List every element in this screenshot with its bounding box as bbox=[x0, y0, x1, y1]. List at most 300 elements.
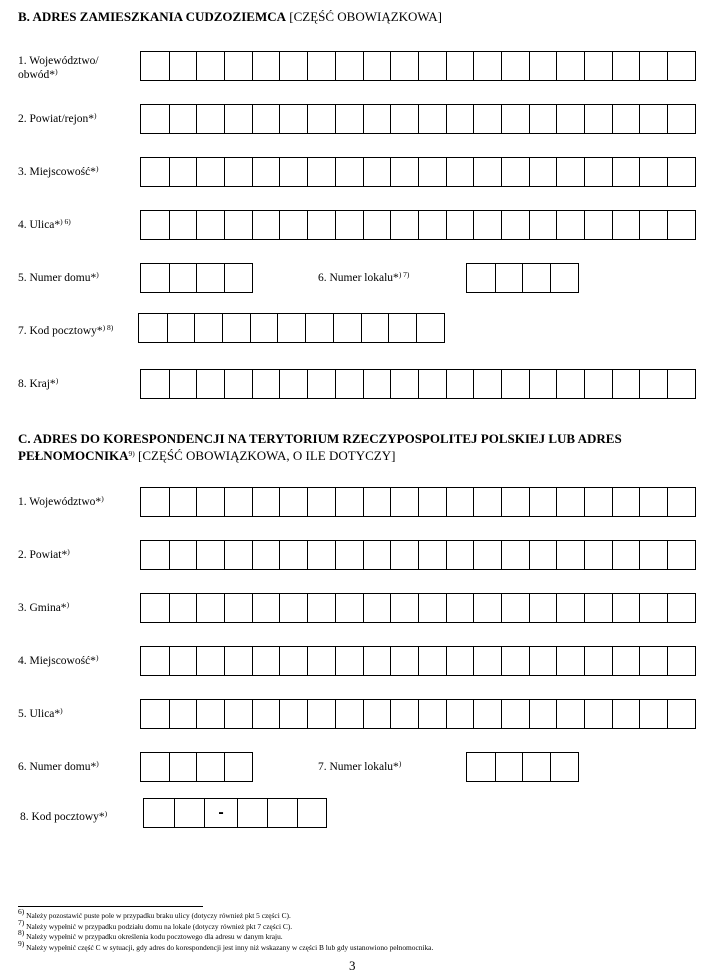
char-cell[interactable] bbox=[612, 700, 640, 728]
char-cell[interactable] bbox=[279, 158, 307, 186]
char-cell[interactable] bbox=[363, 594, 391, 622]
char-cell[interactable] bbox=[307, 370, 335, 398]
section-c-heading-line2: PEŁNOMOCNIKA bbox=[18, 448, 129, 463]
label-b-miejscowosc bbox=[18, 165, 98, 179]
char-cell[interactable] bbox=[169, 700, 197, 728]
section-c-note: [CZĘŚĆ OBOWIĄZKOWA, O ILE DOTYCZY] bbox=[138, 448, 396, 463]
char-cell[interactable] bbox=[224, 647, 252, 675]
char-cell[interactable] bbox=[196, 211, 224, 239]
char-cell[interactable] bbox=[418, 158, 446, 186]
char-cell[interactable] bbox=[363, 700, 391, 728]
char-cell[interactable] bbox=[584, 488, 612, 516]
char-cell[interactable] bbox=[252, 541, 280, 569]
char-cell[interactable] bbox=[473, 541, 501, 569]
char-cell[interactable] bbox=[390, 647, 418, 675]
char-cell[interactable] bbox=[141, 700, 169, 728]
char-cell[interactable] bbox=[335, 370, 363, 398]
label-c-miejscowosc-text: 4. Miejscowość* bbox=[18, 655, 96, 667]
char-cell[interactable] bbox=[501, 541, 529, 569]
label-b-kod-pocztowy bbox=[18, 324, 113, 338]
char-cell[interactable] bbox=[612, 370, 640, 398]
char-cell[interactable] bbox=[252, 52, 280, 80]
char-cell[interactable] bbox=[222, 314, 250, 342]
label-c-wojewodztwo bbox=[18, 495, 104, 509]
char-cell[interactable] bbox=[307, 211, 335, 239]
char-cell[interactable] bbox=[612, 488, 640, 516]
char-cell[interactable] bbox=[390, 158, 418, 186]
char-cell[interactable] bbox=[418, 105, 446, 133]
char-cell[interactable] bbox=[335, 158, 363, 186]
section-c-title bbox=[18, 430, 622, 464]
char-cell[interactable] bbox=[169, 594, 197, 622]
char-cell[interactable] bbox=[224, 753, 252, 781]
label-b-kraj-text: 8. Kraj* bbox=[18, 378, 56, 390]
char-cell[interactable] bbox=[467, 264, 495, 292]
char-cell[interactable] bbox=[141, 105, 169, 133]
char-cell[interactable] bbox=[141, 647, 169, 675]
footnote-ref: ) 8) bbox=[102, 323, 114, 332]
char-cell[interactable] bbox=[307, 105, 335, 133]
char-cell[interactable] bbox=[446, 488, 474, 516]
footnote-ref: ) bbox=[66, 600, 70, 609]
char-cell[interactable] bbox=[473, 700, 501, 728]
char-cell[interactable] bbox=[418, 52, 446, 80]
char-cell[interactable] bbox=[252, 700, 280, 728]
char-cell[interactable] bbox=[335, 700, 363, 728]
char-cell[interactable] bbox=[667, 370, 695, 398]
char-cell[interactable] bbox=[167, 314, 195, 342]
char-cell[interactable] bbox=[501, 105, 529, 133]
char-cell[interactable] bbox=[639, 158, 667, 186]
char-cell[interactable] bbox=[224, 541, 252, 569]
char-cell[interactable] bbox=[169, 753, 197, 781]
char-cell[interactable] bbox=[501, 700, 529, 728]
char-cell[interactable] bbox=[667, 594, 695, 622]
label-b-ulica-text: 4. Ulica* bbox=[18, 219, 61, 231]
char-cell[interactable] bbox=[335, 52, 363, 80]
input-c-powiat[interactable] bbox=[140, 540, 696, 570]
char-cell[interactable] bbox=[667, 488, 695, 516]
char-cell[interactable] bbox=[169, 541, 197, 569]
section-b-heading: B. ADRES ZAMIESZKANIA CUDZOZIEMCA bbox=[18, 9, 286, 24]
char-cell[interactable] bbox=[667, 52, 695, 80]
footnote-ref: ) 6) bbox=[60, 217, 71, 226]
footnotes bbox=[18, 907, 434, 953]
postal-cell[interactable] bbox=[297, 799, 326, 827]
char-cell[interactable] bbox=[141, 594, 169, 622]
char-cell[interactable] bbox=[418, 211, 446, 239]
char-cell[interactable] bbox=[224, 594, 252, 622]
char-cell[interactable] bbox=[196, 647, 224, 675]
section-b-note: [CZĘŚĆ OBOWIĄZKOWA] bbox=[289, 9, 442, 24]
label-c-ulica bbox=[18, 707, 63, 721]
char-cell[interactable] bbox=[522, 753, 550, 781]
char-cell[interactable] bbox=[335, 105, 363, 133]
char-cell[interactable] bbox=[584, 158, 612, 186]
char-cell[interactable] bbox=[529, 700, 557, 728]
char-cell[interactable] bbox=[307, 488, 335, 516]
char-cell[interactable] bbox=[279, 105, 307, 133]
char-cell[interactable] bbox=[196, 700, 224, 728]
char-cell[interactable] bbox=[612, 647, 640, 675]
char-cell[interactable] bbox=[279, 370, 307, 398]
label-c-powiat-text: 2. Powiat* bbox=[18, 549, 68, 561]
char-cell[interactable] bbox=[333, 314, 361, 342]
char-cell[interactable] bbox=[196, 264, 224, 292]
char-cell[interactable] bbox=[556, 211, 584, 239]
char-cell[interactable] bbox=[639, 52, 667, 80]
label-b-wojewodztwo-line2: obwód* bbox=[18, 69, 56, 81]
input-b-numer-lokalu[interactable] bbox=[466, 263, 579, 293]
char-cell[interactable] bbox=[141, 753, 169, 781]
postal-cell[interactable] bbox=[144, 799, 174, 827]
char-cell[interactable] bbox=[556, 700, 584, 728]
char-cell[interactable] bbox=[584, 105, 612, 133]
char-cell[interactable] bbox=[584, 211, 612, 239]
footnote-ref: ) bbox=[398, 759, 402, 768]
label-b-powiat-text: 2. Powiat/rejon* bbox=[18, 113, 95, 125]
char-cell[interactable] bbox=[307, 158, 335, 186]
char-cell[interactable] bbox=[141, 541, 169, 569]
char-cell[interactable] bbox=[390, 211, 418, 239]
char-cell[interactable] bbox=[335, 647, 363, 675]
char-cell[interactable] bbox=[495, 264, 523, 292]
char-cell[interactable] bbox=[363, 52, 391, 80]
char-cell[interactable] bbox=[252, 211, 280, 239]
char-cell[interactable] bbox=[250, 314, 278, 342]
label-b-numer-domu-text: 5. Numer domu* bbox=[18, 272, 97, 284]
char-cell[interactable] bbox=[584, 700, 612, 728]
char-cell[interactable] bbox=[390, 52, 418, 80]
footnote-9 bbox=[18, 938, 434, 954]
char-cell[interactable] bbox=[556, 647, 584, 675]
footnote-ref: ) bbox=[55, 67, 58, 76]
postal-cell[interactable] bbox=[267, 799, 297, 827]
input-b-kod-pocztowy[interactable] bbox=[138, 313, 445, 343]
label-c-gmina bbox=[18, 601, 69, 615]
char-cell[interactable] bbox=[279, 52, 307, 80]
footnote-ref: ) bbox=[55, 376, 59, 385]
char-cell[interactable] bbox=[141, 370, 169, 398]
char-cell[interactable] bbox=[446, 211, 474, 239]
char-cell[interactable] bbox=[473, 647, 501, 675]
char-cell[interactable] bbox=[279, 700, 307, 728]
char-cell[interactable] bbox=[196, 541, 224, 569]
char-cell[interactable] bbox=[612, 211, 640, 239]
char-cell[interactable] bbox=[141, 211, 169, 239]
postal-cell[interactable] bbox=[237, 799, 267, 827]
char-cell[interactable] bbox=[556, 488, 584, 516]
char-cell[interactable] bbox=[667, 647, 695, 675]
char-cell[interactable] bbox=[307, 594, 335, 622]
char-cell[interactable] bbox=[390, 370, 418, 398]
char-cell[interactable] bbox=[169, 52, 197, 80]
footnote-8 bbox=[18, 928, 433, 943]
char-cell[interactable] bbox=[667, 158, 695, 186]
char-cell[interactable] bbox=[556, 105, 584, 133]
char-cell[interactable] bbox=[252, 370, 280, 398]
char-cell[interactable] bbox=[612, 52, 640, 80]
char-cell[interactable] bbox=[279, 211, 307, 239]
char-cell[interactable] bbox=[307, 647, 335, 675]
footnote-ref: ) bbox=[101, 494, 104, 503]
footnote-6 bbox=[18, 907, 433, 922]
char-cell[interactable] bbox=[307, 541, 335, 569]
char-cell[interactable] bbox=[501, 158, 529, 186]
char-cell[interactable] bbox=[473, 594, 501, 622]
char-cell[interactable] bbox=[667, 541, 695, 569]
footnote-ref: ) bbox=[95, 653, 99, 662]
char-cell[interactable] bbox=[277, 314, 305, 342]
char-cell[interactable] bbox=[667, 211, 695, 239]
page-number: 3 bbox=[349, 958, 356, 973]
footnote-text: Należy wypełnić część C w sytuacji, gdy adres do korespondencji jest inny niż wskazany w części B lub gdy ustanowiono pełnomocnika. bbox=[26, 942, 434, 952]
label-c-wojewodztwo-text: 1. Województwo* bbox=[18, 496, 102, 508]
char-cell[interactable] bbox=[473, 488, 501, 516]
footnote-text: Należy wypełnić w przypadku określenia kodu pocztowego dla adresu w danym kraju. bbox=[26, 932, 283, 941]
char-cell[interactable] bbox=[390, 594, 418, 622]
char-cell[interactable] bbox=[252, 158, 280, 186]
label-b-wojewodztwo bbox=[18, 54, 99, 82]
char-cell[interactable] bbox=[252, 105, 280, 133]
char-cell[interactable] bbox=[584, 594, 612, 622]
char-cell[interactable] bbox=[556, 158, 584, 186]
char-cell[interactable] bbox=[639, 370, 667, 398]
char-cell[interactable] bbox=[446, 105, 474, 133]
input-c-numer-domu[interactable] bbox=[140, 752, 253, 782]
char-cell[interactable] bbox=[363, 370, 391, 398]
footnote-num: 7) bbox=[18, 917, 25, 927]
char-cell[interactable] bbox=[418, 647, 446, 675]
input-c-kod-pocztowy[interactable] bbox=[143, 798, 327, 828]
char-cell[interactable] bbox=[169, 211, 197, 239]
char-cell[interactable] bbox=[169, 647, 197, 675]
char-cell[interactable] bbox=[224, 370, 252, 398]
char-cell[interactable] bbox=[224, 264, 252, 292]
char-cell[interactable] bbox=[416, 314, 444, 342]
char-cell[interactable] bbox=[141, 158, 169, 186]
char-cell[interactable] bbox=[279, 594, 307, 622]
char-cell[interactable] bbox=[363, 647, 391, 675]
char-cell[interactable] bbox=[612, 594, 640, 622]
char-cell[interactable] bbox=[418, 488, 446, 516]
char-cell[interactable] bbox=[473, 158, 501, 186]
char-cell[interactable] bbox=[584, 647, 612, 675]
input-c-wojewodztwo[interactable] bbox=[140, 487, 696, 517]
char-cell[interactable] bbox=[446, 700, 474, 728]
char-cell[interactable] bbox=[139, 314, 167, 342]
char-cell[interactable] bbox=[550, 753, 578, 781]
char-cell[interactable] bbox=[501, 370, 529, 398]
label-b-numer-lokalu-text: 6. Numer lokalu* bbox=[318, 272, 399, 284]
char-cell[interactable] bbox=[363, 541, 391, 569]
char-cell[interactable] bbox=[446, 52, 474, 80]
footnote-ref: 9) bbox=[128, 449, 135, 458]
char-cell[interactable] bbox=[335, 488, 363, 516]
char-cell[interactable] bbox=[639, 105, 667, 133]
footnote-ref: ) bbox=[94, 111, 97, 120]
char-cell[interactable] bbox=[418, 700, 446, 728]
input-b-wojewodztwo[interactable] bbox=[140, 51, 696, 81]
label-c-kod-pocztowy bbox=[20, 810, 107, 824]
char-cell[interactable] bbox=[169, 105, 197, 133]
char-cell[interactable] bbox=[612, 158, 640, 186]
char-cell[interactable] bbox=[224, 105, 252, 133]
char-cell[interactable] bbox=[141, 264, 169, 292]
char-cell[interactable] bbox=[307, 700, 335, 728]
char-cell[interactable] bbox=[473, 105, 501, 133]
char-cell[interactable] bbox=[169, 488, 197, 516]
char-cell[interactable] bbox=[522, 264, 550, 292]
char-cell[interactable] bbox=[418, 541, 446, 569]
char-cell[interactable] bbox=[529, 211, 557, 239]
char-cell[interactable] bbox=[252, 594, 280, 622]
char-cell[interactable] bbox=[335, 594, 363, 622]
char-cell[interactable] bbox=[224, 158, 252, 186]
char-cell[interactable] bbox=[529, 488, 557, 516]
char-cell[interactable] bbox=[667, 700, 695, 728]
input-b-numer-domu[interactable] bbox=[140, 263, 253, 293]
char-cell[interactable] bbox=[196, 158, 224, 186]
char-cell[interactable] bbox=[196, 753, 224, 781]
char-cell[interactable] bbox=[584, 541, 612, 569]
label-c-numer-lokalu-text: 7. Numer lokalu* bbox=[318, 761, 399, 773]
char-cell[interactable] bbox=[501, 647, 529, 675]
char-cell[interactable] bbox=[667, 105, 695, 133]
label-c-numer-lokalu bbox=[318, 760, 401, 774]
char-cell[interactable] bbox=[335, 541, 363, 569]
char-cell[interactable] bbox=[141, 52, 169, 80]
char-cell[interactable] bbox=[224, 52, 252, 80]
char-cell[interactable] bbox=[639, 488, 667, 516]
input-c-miejscowosc[interactable] bbox=[140, 646, 696, 676]
char-cell[interactable] bbox=[361, 314, 389, 342]
char-cell[interactable] bbox=[529, 52, 557, 80]
char-cell[interactable] bbox=[418, 594, 446, 622]
char-cell[interactable] bbox=[501, 488, 529, 516]
char-cell[interactable] bbox=[639, 211, 667, 239]
input-c-gmina[interactable] bbox=[140, 593, 696, 623]
char-cell[interactable] bbox=[556, 370, 584, 398]
char-cell[interactable] bbox=[388, 314, 416, 342]
char-cell[interactable] bbox=[390, 488, 418, 516]
char-cell[interactable] bbox=[363, 488, 391, 516]
input-c-ulica[interactable] bbox=[140, 699, 696, 729]
char-cell[interactable] bbox=[529, 541, 557, 569]
char-cell[interactable] bbox=[194, 314, 222, 342]
char-cell[interactable] bbox=[141, 488, 169, 516]
label-c-miejscowosc bbox=[18, 654, 98, 668]
char-cell[interactable] bbox=[196, 488, 224, 516]
input-b-kraj[interactable] bbox=[140, 369, 696, 399]
char-cell[interactable] bbox=[252, 488, 280, 516]
char-cell[interactable] bbox=[639, 541, 667, 569]
char-cell[interactable] bbox=[335, 211, 363, 239]
char-cell[interactable] bbox=[196, 594, 224, 622]
char-cell[interactable] bbox=[550, 264, 578, 292]
char-cell[interactable] bbox=[363, 211, 391, 239]
char-cell[interactable] bbox=[556, 541, 584, 569]
char-cell[interactable] bbox=[196, 370, 224, 398]
char-cell[interactable] bbox=[446, 370, 474, 398]
label-c-powiat bbox=[18, 548, 70, 562]
char-cell[interactable] bbox=[556, 52, 584, 80]
char-cell[interactable] bbox=[473, 370, 501, 398]
char-cell[interactable] bbox=[279, 488, 307, 516]
char-cell[interactable] bbox=[501, 52, 529, 80]
label-b-kod-pocztowy-text: 7. Kod pocztowy* bbox=[18, 325, 103, 337]
char-cell[interactable] bbox=[169, 264, 197, 292]
char-cell[interactable] bbox=[390, 700, 418, 728]
char-cell[interactable] bbox=[584, 370, 612, 398]
char-cell[interactable] bbox=[446, 647, 474, 675]
char-cell[interactable] bbox=[446, 541, 474, 569]
char-cell[interactable] bbox=[305, 314, 333, 342]
char-cell[interactable] bbox=[529, 594, 557, 622]
char-cell[interactable] bbox=[495, 753, 523, 781]
char-cell[interactable] bbox=[612, 541, 640, 569]
char-cell[interactable] bbox=[224, 211, 252, 239]
char-cell[interactable] bbox=[279, 647, 307, 675]
char-cell[interactable] bbox=[224, 700, 252, 728]
char-cell[interactable] bbox=[584, 52, 612, 80]
char-cell[interactable] bbox=[169, 158, 197, 186]
char-cell[interactable] bbox=[639, 594, 667, 622]
char-cell[interactable] bbox=[279, 541, 307, 569]
char-cell[interactable] bbox=[446, 594, 474, 622]
footnote-ref: ) bbox=[96, 270, 99, 279]
label-b-powiat bbox=[18, 112, 97, 126]
char-cell[interactable] bbox=[390, 541, 418, 569]
char-cell[interactable] bbox=[196, 105, 224, 133]
char-cell[interactable] bbox=[196, 52, 224, 80]
char-cell[interactable] bbox=[529, 370, 557, 398]
char-cell[interactable] bbox=[529, 158, 557, 186]
char-cell[interactable] bbox=[529, 105, 557, 133]
char-cell[interactable] bbox=[467, 753, 495, 781]
char-cell[interactable] bbox=[556, 594, 584, 622]
postal-cell[interactable] bbox=[174, 799, 204, 827]
input-b-powiat[interactable] bbox=[140, 104, 696, 134]
char-cell[interactable] bbox=[418, 370, 446, 398]
char-cell[interactable] bbox=[473, 52, 501, 80]
footnote-num: 9) bbox=[18, 938, 25, 948]
char-cell[interactable] bbox=[612, 105, 640, 133]
char-cell[interactable] bbox=[473, 211, 501, 239]
char-cell[interactable] bbox=[363, 158, 391, 186]
char-cell[interactable] bbox=[252, 647, 280, 675]
char-cell[interactable] bbox=[224, 488, 252, 516]
input-b-ulica[interactable] bbox=[140, 210, 696, 240]
char-cell[interactable] bbox=[390, 105, 418, 133]
footnote-ref: ) 7) bbox=[398, 270, 410, 279]
char-cell[interactable] bbox=[501, 594, 529, 622]
input-b-miejscowosc[interactable] bbox=[140, 157, 696, 187]
char-cell[interactable] bbox=[363, 105, 391, 133]
footnote-ref: ) bbox=[96, 759, 99, 768]
char-cell[interactable] bbox=[529, 647, 557, 675]
char-cell[interactable] bbox=[501, 211, 529, 239]
char-cell[interactable] bbox=[307, 52, 335, 80]
footnote-text: Należy pozostawić puste pole w przypadku braku ulicy (dotyczy również pkt 5 części C). bbox=[26, 911, 291, 920]
char-cell[interactable] bbox=[639, 647, 667, 675]
footnote-ref: ) bbox=[67, 547, 70, 556]
char-cell[interactable] bbox=[446, 158, 474, 186]
char-cell[interactable] bbox=[639, 700, 667, 728]
input-c-numer-lokalu[interactable] bbox=[466, 752, 579, 782]
label-b-wojewodztwo-line1: 1. Województwo/ bbox=[18, 55, 99, 67]
char-cell[interactable] bbox=[169, 370, 197, 398]
